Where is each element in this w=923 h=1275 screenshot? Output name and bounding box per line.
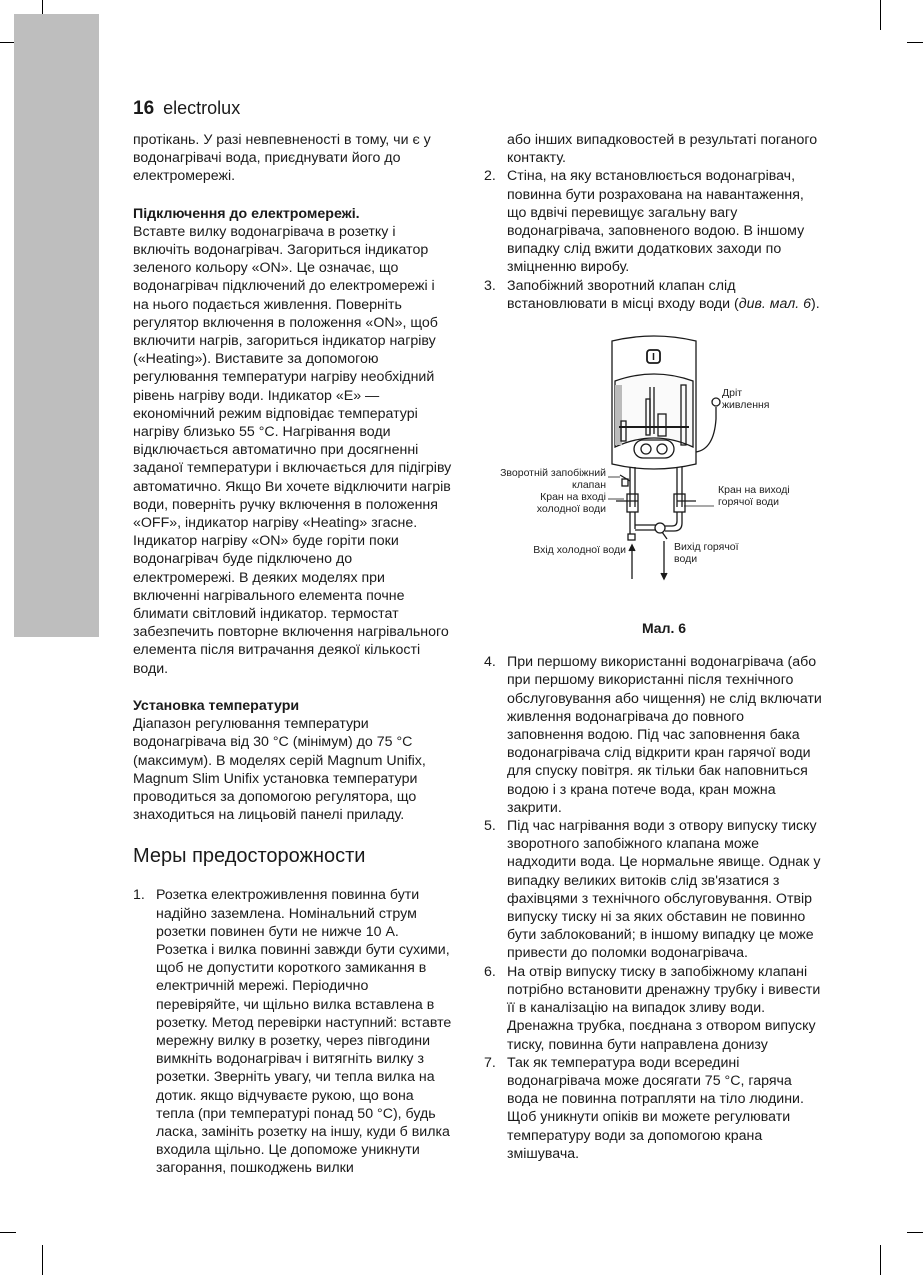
- list-item-continuation: або інших випадковостей в результаті поганого контакту.: [507, 132, 818, 167]
- left-column: [133, 131, 453, 1178]
- label-power-cord: Дріт живлення: [722, 387, 770, 412]
- label-check-valve: Зворотній запобіжний клапан: [500, 467, 606, 492]
- list-item: 4. При першому використанні водонагрівача (або при першому використанні після технічного обслуговування або чищення) не слід включати живлення водонагрівача до повного заповнення водою. Під час заповнення бака водонагрівача слід відкрити кран гарячої води для спуску повітря. як тільки бак наповниться водою і з крана потече вода, кран можна закрити.: [484, 654, 822, 816]
- crop-mark-bottom-left-v: [42, 1245, 43, 1275]
- crop-mark-bottom-right-v: [880, 1245, 881, 1275]
- label-cold-inlet-tap: Кран на вході холодної води: [536, 491, 606, 516]
- intro-continuation: протікань. У разі невпевненості в тому, чи є у водонагрівачі вода, приєднувати його до електромережі.: [133, 132, 431, 185]
- water-heater-diagram: [484, 329, 824, 619]
- list-item: 7. Так як температура води всередині водонагрівача може досягати 75 °C, гаряча вода не повинна потрапляти на тіло людини. Щоб уникнути опіків ви можете регулювати температуру води за допомогою крана змішувача.: [484, 1054, 804, 1162]
- section-body-temperature: Діапазон регулювання температури водонагрівача від 30 °C (мінімум) до 75 °C (максимум). В моделях серій Magnum Unifix, Magnum Slim Unifix установка температури проводиться за допомогою регулятора, що знаходиться на лицьовій панелі приладу.: [133, 716, 426, 824]
- list-item: 3. Запобіжний зворотний клапан слід встановлювати в місці входу води (див. мал. 6).: [484, 277, 820, 312]
- precautions-list-right-top: [484, 167, 824, 313]
- crop-mark-top-right-v: [880, 0, 881, 30]
- list-item: 1. Розетка електроживлення повинна бути надійно заземлена. Номінальний струм розетки повинен бути не нижче 10 А. Розетка і вилка повинні завжди бути сухими, щоб не допустити короткого замикання в електричній мережі. Періодично перевіряйте, чи щільно вилка вставлена в розетку. Метод перевірки наступний: вставте мережну вилку в розетку, через півгодини вимкніть водонагрівач і витягніть вилку з розетки. Зверніть увагу, чи тепла вилка на дотик. якщо відчуваєте рукою, що вона тепла (при температурі понад 50 °C), будь ласка, замініть розетку на іншу, куди б вилка входила щільно. Це допоможе уникнути загорання, пошкоджень вилки: [133, 887, 452, 1177]
- crop-mark-bottom-left-h: [0, 1232, 16, 1233]
- section-body-connect: Вставте вилку водонагрівача в розетку і включіть водонагрівач. Загориться індикатор зеленого кольору «ON». Це означає, що водонагрівач підключений до електромережі і на нього подається живлення. Поверніть регулятор включення в положення «ON», щоб включити нагрів, загориться індикатор нагріву («Heating»). Виставите за допомогою регулювання температури нагріву необхідний рівень нагріву води. Індикатор «E» — економічний режим відповідає температурі нагріву близько 55 °C. Нагрівання води відключається автоматично при досягненні заданої температури і включається для підігріву автоматично. Якщо Ви хочете відключити нагрів води, поверніть ручку включення в положення «OFF», індикатор нагріву «Heating» згасне. Індикатор нагріву «ON» буде горіти поки водонагрівач буде підключено до електромережі. В деяких моделях при включенні нагрівального елемента почне блимати світловий індикатор. термостат забезпечить повторне включення нагрівального елемента після витрачання деякої кількості води.: [133, 223, 452, 677]
- page-number: 16: [133, 98, 155, 119]
- list-item: 6. На отвір випуску тиску в запобіжному клапані потрібно встановити дренажну трубку і вивести її в каналізацію на випадок зливу води. Дренажна трубка, поєднана з отвором випуску тиску, повинна бути направлена донизу: [484, 963, 821, 1053]
- label-hot-outlet: Вихід горячої води: [674, 541, 739, 566]
- section-tab-marker: [14, 14, 99, 637]
- figure-reference-link: див. мал. 6: [738, 295, 812, 312]
- section-heading-temperature: Установка температури: [133, 697, 300, 714]
- page-header: [133, 98, 240, 119]
- list-item: 2. Стіна, на яку встановлюється водонагрівач, повинна бути розрахована на навантаження, що вдвічі перевищує загальну вагу водонагрівача, заповненого водою. В іншому випадку слід вжити додаткових заходи по зміцненню виробу.: [484, 168, 805, 276]
- precautions-list-left: [133, 886, 453, 1177]
- precautions-list-right-bottom: [484, 653, 824, 1163]
- list-item: 5. Під час нагрівання води з отвору випуску тиску зворотного запобіжного клапана може надходити вода. Це нормальне явище. Однак у випадку великих витоків слід зв'язатися з фахівцями з технічного обслуговування. Отвір випуску тиску ні за яких обставин не повинно бути заблокований; в іншому випадку це може привести до поломки водонагрівача.: [484, 818, 821, 962]
- right-column: [484, 131, 824, 1163]
- figure-caption: Мал. 6: [641, 620, 687, 637]
- brand-name: electrolux: [163, 98, 241, 118]
- crop-mark-bottom-right-h: [907, 1232, 923, 1233]
- section-heading-precautions: Меры предосторожности: [133, 845, 366, 868]
- label-hot-outlet-tap: Кран на виході горячої води: [718, 484, 790, 509]
- label-cold-inlet: Вхід холодної води: [533, 544, 626, 557]
- section-heading-connect: Підключення до електромережі.: [133, 205, 360, 222]
- crop-mark-top-right-h: [907, 42, 923, 43]
